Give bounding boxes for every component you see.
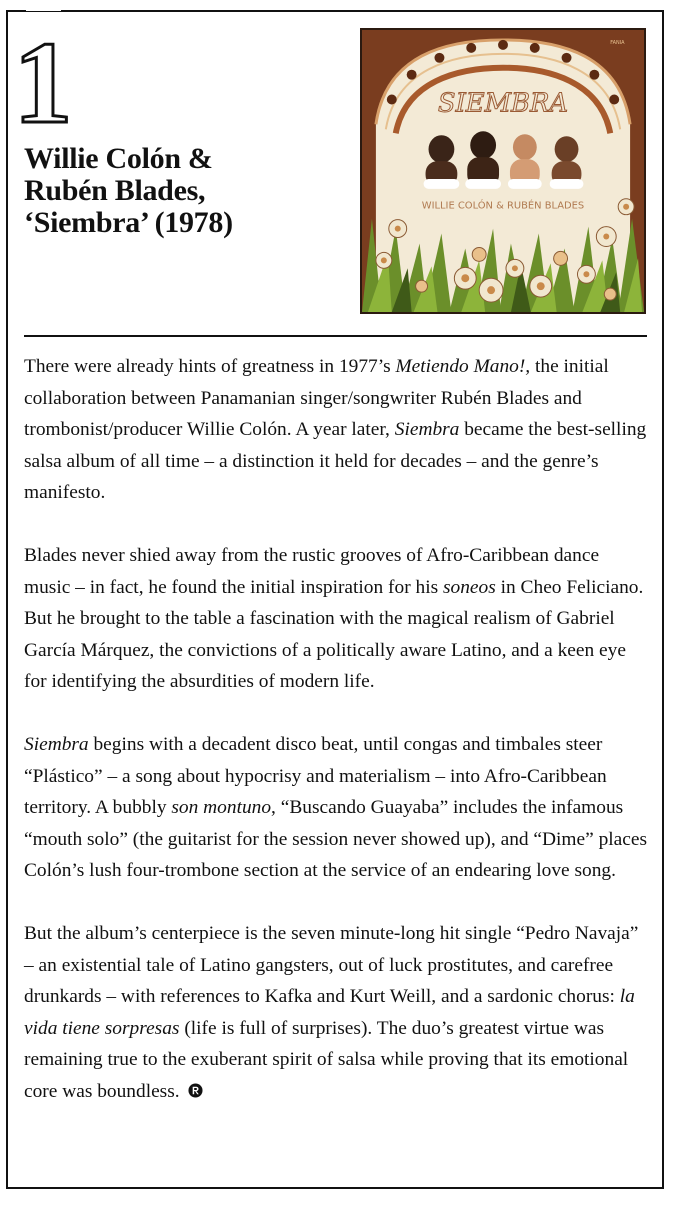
album-artists: WILLIE COLÓN & RUBÉN BLADES	[421, 200, 585, 212]
paragraph-text: in Cheo Feliciano. But he brought to the table a fascination with the magical realism of Gabriel García Márquez, the convictions of a politically aware Latino, and a keen eye for identifying the absurdities of modern life.	[24, 576, 644, 692]
label-logo: FANIA	[610, 39, 625, 46]
paragraph-text: Blades never shied away from the rustic grooves of Afro-Caribbean dance music – in fact, he found the initial inspiration for his	[24, 545, 600, 598]
article-paragraph	[24, 729, 649, 887]
paragraph-text: begins with a decadent disco beat, until congas and timbales steer “Plástico” – a song about hypocrisy and materialism – into Afro-Caribbean territory. A bubbly	[24, 734, 607, 818]
article-title	[24, 143, 344, 239]
paragraph-text: (life is full of surprises). The duo’s greatest virtue was remaining true to the exuberant spirit of salsa while proving that its emotional core was boundless.	[24, 1017, 629, 1102]
article-paragraph	[24, 351, 649, 509]
rank-number	[13, 17, 73, 148]
italic-text: son montuno	[171, 797, 272, 818]
title-line: Rubén Blades,	[24, 174, 206, 207]
article-body	[24, 351, 649, 1107]
paragraph-text: became the best-selling salsa album of all time – a distinction it held for decades – and the genre’s manifesto.	[24, 419, 647, 503]
album-cover	[360, 28, 646, 314]
end-mark-icon	[188, 1083, 203, 1098]
italic-text: Siembra	[24, 734, 89, 755]
album-title: SIEMBRA	[437, 88, 569, 119]
album-cover-art	[362, 30, 644, 312]
italic-text: Metiendo Mano!,	[395, 356, 531, 377]
title-line: ‘Siembra’ (1978)	[24, 206, 233, 239]
italic-text: la vida tiene sorpresas	[24, 986, 635, 1039]
italic-text: Siembra	[394, 419, 460, 440]
paragraph-text: , “Buscando Guayaba” includes the infamous “mouth solo” (the guitarist for the session never showed up), and “Dime” places Colón’s lush four-trombone section at the service of an endearing love song.	[24, 797, 648, 881]
paragraph-text: But the album’s centerpiece is the seven minute-long hit single “Pedro Navaja” – an existential tale of Latino gangsters, out of luck prostitutes, and carefree drunkards – with references to Kafka and Kurt Weill, and a sardonic chorus:	[24, 923, 639, 1007]
divider	[24, 335, 647, 337]
frame-gap	[26, 9, 61, 11]
title-line: Willie Colón &	[24, 142, 213, 175]
italic-text: soneos	[442, 576, 496, 598]
paragraph-text: the initial collaboration between Panamanian singer/songwriter Rubén Blades and trombonist/producer Willie Colón. A year later,	[24, 356, 609, 440]
paragraph-text: There were already hints of greatness in 1977’s	[24, 356, 396, 377]
rank-number-text: 1	[13, 17, 73, 148]
article-paragraph	[24, 918, 649, 1107]
article-paragraph	[24, 540, 649, 698]
